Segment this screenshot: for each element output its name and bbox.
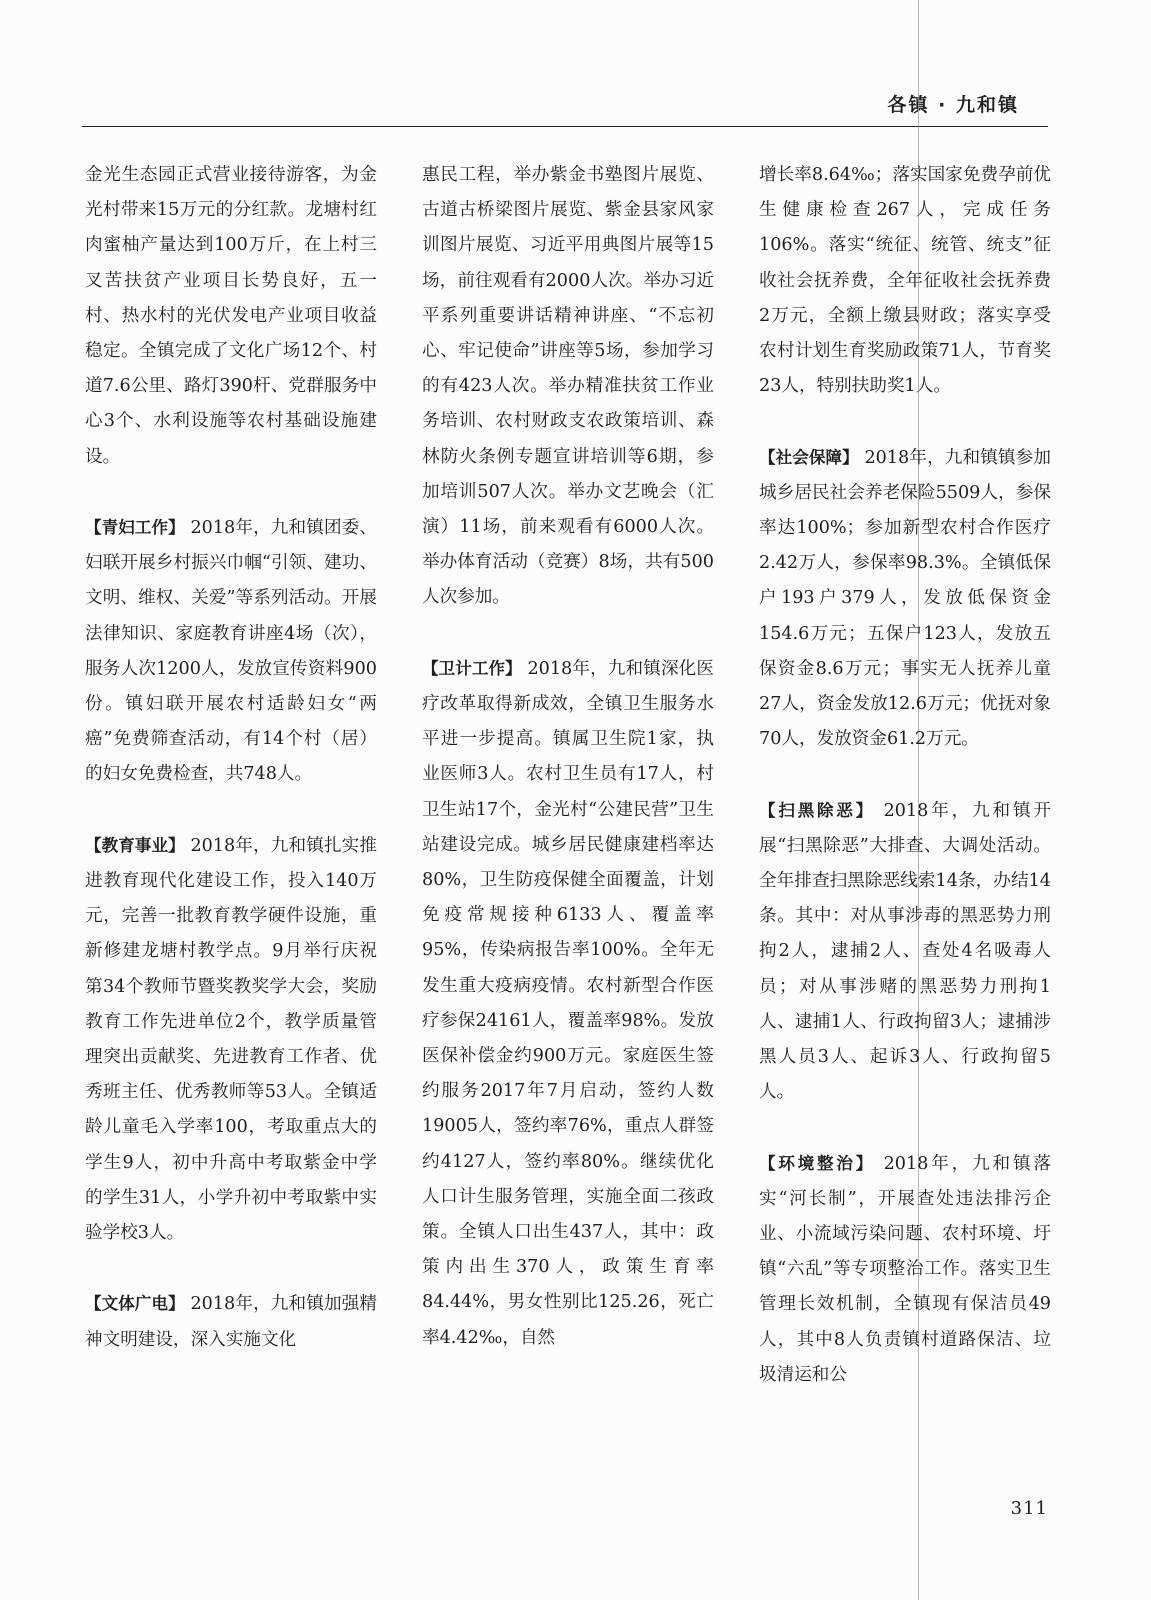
paragraph: 【扫黑除恶】 2018年，九和镇开展“扫黑除恶”大排查、大调处活动。全年排查扫黑除恶线索14条，办结14条。其中：对从事涉毒的黑恶势力刑拘2人，逮捕2人、查处4名吸毒人员；对从事涉赌的黑恶势力刑拘1人、逮捕1人、行政拘留3人；逮捕涉黑人员3人、起诉3人、行政拘留5人。 bbox=[759, 800, 1052, 1103]
paragraph: 增长率8.64‰；落实国家免费孕前优生健康检查267人，完成任务106%。落实“统征、统管、统支”征收社会抚养费，全年征收社会抚养费2万元，全额上缴县财政；落实享受农村计划生育奖励政策71人，节育奖23人，特别扶助奖1人。 bbox=[759, 165, 1051, 397]
text-column-1 bbox=[85, 158, 377, 1358]
paragraph: 【青妇工作】 2018年，九和镇团委、妇联开展乡村振兴巾帼“引领、建功、文明、维权、关爱”等系列活动。开展法律知识、家庭教育讲座4场（次），服务人次1200人，发放宣传资料900份。镇妇联开展农村适龄妇女“两癌”免费筛查活动，有14个村（居）的妇女免费检查，共748人。 bbox=[85, 518, 377, 785]
paragraph: 【环境整治】 2018年，九和镇落实“河长制”，开展查处违法排污企业、小流域污染问题、农村环境、圩镇“六乱”等专项整治工作。落实卫生管理长效机制，全镇现有保洁员49人，其中8人负责镇村道路保洁、垃圾清运和公 bbox=[759, 1153, 1052, 1385]
section-heading: 【青妇工作】 bbox=[85, 518, 185, 538]
paragraph: 【文体广电】 2018年，九和镇加强精神文明建设，深入实施文化 bbox=[85, 1294, 377, 1350]
text-column-3 bbox=[759, 158, 1051, 1393]
paragraph: 金光生态园正式营业接待游客，为金光村带来15万元的分红款。龙塘村红肉蜜柚产量达到100万斤，在上村三叉苦扶贫产业项目长势良好，五一村、热水村的光伏发电产业项目收益稳定。全镇完成了文化广场12个、村道7.6公里、路灯390杆、党群服务中心3个、水利设施等农村基础设施建设。 bbox=[85, 165, 377, 467]
paragraph: 【教育事业】 2018年，九和镇扎实推进教育现代化建设工作，投入140万元，完善一批教育教学硬件设施，重新修建龙塘村教学点。9月举行庆祝第34个教师节暨奖教奖学大会，奖励教育工作先进单位2个，教学质量管理突出贡献奖、先进教育工作者、优秀班主任、优秀教师等53人。全镇适龄儿童毛入学率100，考取重点大的学生9人，初中升高中考取紫金中学的学生31人，小学升初中考取紫中实验学校3人。 bbox=[85, 835, 377, 1244]
section-heading: 【扫黑除恶】 bbox=[759, 800, 876, 820]
page-number: 311 bbox=[1010, 1498, 1048, 1519]
running-header-title: 各镇 · 九和镇 bbox=[887, 94, 1019, 116]
paragraph: 【社会保障】 2018年，九和镇镇参加城乡居民社会养老保险5509人，参保率达100%；参加新型农村合作医疗2.42万人，参保率98.3%。全镇低保户193户379人，发放低保资金154.6万元；五保户123人，发放五保资金8.6万元；事实无人抚养儿童27人，资金发放12.6万元；优抚对象70人，发放资金61.2万元。 bbox=[759, 447, 1051, 750]
section-heading: 【环境整治】 bbox=[759, 1153, 876, 1173]
paragraph: 【卫计工作】 2018年，九和镇深化医疗改革取得新成效，全镇卫生服务水平进一步提高。镇属卫生院1家，执业医师3人。农村卫生员有17人，村卫生站17个，金光村“公建民营”卫生站建设完成。城乡居民健康建档率达80%，卫生防疫保健全面覆盖，计划免疫常规接种6133人、覆盖率95%，传染病报告率100%。全年无发生重大疫病疫情。农村新型合作医疗参保24161人，覆盖率98%。发放医保补偿金约900万元。家庭医生签约服务2017年7月启动，签约人数19005人，签约率76%，重点人群签约4127人，签约率80%。继续优化人口计生服务管理，实施全面二孩政策。全镇人口出生437人，其中：政策内出生370人，政策生育率84.44%，男女性别比125.26，死亡率4.42‰，自然 bbox=[422, 658, 714, 1348]
section-heading: 【卫计工作】 bbox=[422, 658, 522, 678]
text-column-2 bbox=[422, 158, 714, 1356]
section-heading: 【社会保障】 bbox=[759, 447, 859, 467]
paragraph: 惠民工程，举办紫金书塾图片展览、古道古桥梁图片展览、紫金县家风家训图片展览、习近平用典图片展等15场，前往观看有2000人次。举办习近平系列重要讲话精神讲座、“不忘初心、牢记使命”讲座等5场，参加学习的有423人次。举办精准扶贫工作业务培训、农村财政支农政策培训、森林防火条例专题宣讲培训等6期，参加培训507人次。举办文艺晚会（汇演）11场，前来观看有6000人次。举办体育活动（竞赛）8场，共有500人次参加。 bbox=[422, 165, 714, 608]
section-heading: 【文体广电】 bbox=[85, 1294, 185, 1314]
section-heading: 【教育事业】 bbox=[85, 835, 185, 855]
header-divider bbox=[82, 126, 1048, 127]
